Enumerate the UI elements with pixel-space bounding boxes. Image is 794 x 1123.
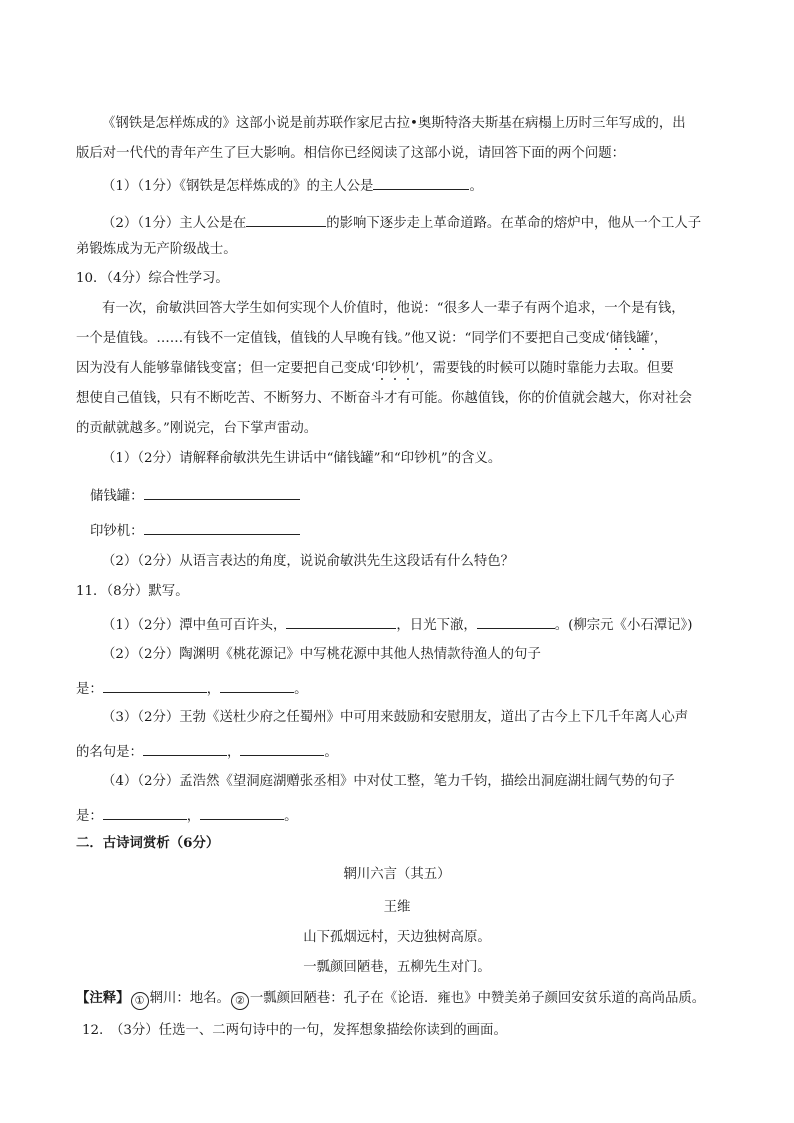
note-number-2-icon: ②: [231, 992, 249, 1010]
q10-p3-end: ’，需要钱的时候可以随时靠能力去取。但要: [415, 361, 674, 376]
q11-sub-question-2: （2）（2分）陶渊明《桃花源记》中写桃花源中其他人热情款待渔人的句子: [102, 647, 541, 662]
note-label: 【注释】: [76, 990, 130, 1006]
period: 。: [284, 809, 298, 824]
intro-question-1: [102, 175, 483, 196]
intro-question-2-text: （2）（1分）主人公是在: [102, 216, 247, 231]
q10-p2-end: ’，: [649, 331, 668, 346]
question-12: 12. （3分）任选一、二两句诗中的一句，发挥想象描绘你读到的画面。: [82, 1023, 507, 1038]
intro-question-2-cont: 的影响下逐步走上革命道路。在革命的熔炉中，他从一个工人子: [326, 216, 702, 231]
period: 。: [294, 682, 308, 697]
q10-p2-dotted: [609, 331, 649, 346]
q11-s1-mid: ，日光下澈，: [396, 618, 477, 633]
q10-paragraph-line-1: 有一次，俞敏洪回答大学生如何实现个人价值时，他说：“很多人一辈子有两个追求，一个是有钱，: [102, 301, 685, 316]
q11-sub-question-3: （3）（2分）王勃《送杜少府之任蜀州》中可用来鼓励和安慰朋友，道出了古今上下几千年离人心声: [102, 710, 689, 725]
answer-blank[interactable]: [143, 741, 227, 756]
q11-s3-prefix: 的名句是：: [76, 745, 143, 760]
answer-blank[interactable]: [240, 741, 324, 756]
intro-line-1: 《钢铁是怎样炼成的》这部小说是前苏联作家尼古拉•奥斯特洛夫斯基在病榻上历时三年写成的，出: [102, 116, 686, 131]
intro-question-1-end: 。: [469, 179, 483, 194]
q11-s1-end: 。(柳宗元《小石潭记》): [554, 618, 693, 633]
intro-question-2: [102, 212, 701, 233]
intro-question-2-line-2: 弟锻炼成为无产阶级战士。: [76, 242, 237, 257]
q10-label-2: 印钞机：: [90, 524, 144, 539]
poem-author: 王维: [383, 900, 411, 915]
q10-sub-question-1: （1）（2分）请解释俞敏洪先生讲话中“储钱罐”和“印钞机”的含义。: [102, 451, 502, 466]
poem-title: 辋川六言（其五）: [343, 867, 451, 882]
q10-p3-text: 因为没有人能够靠储钱变富；但一定要把自己变成‘: [76, 361, 375, 376]
q10-paragraph-line-2: [76, 330, 667, 348]
answer-blank[interactable]: [286, 614, 396, 629]
section-2-heading: 二．古诗词赏析（6分）: [76, 835, 220, 851]
answer-blank[interactable]: [144, 520, 300, 535]
answer-blank[interactable]: [103, 805, 187, 820]
q11-sub-question-4-answer: [76, 805, 298, 826]
comma: ，: [186, 809, 201, 824]
q10-sub-question-2: （2）（2分）从语言表达的角度，说说俞敏洪先生这段话有什么特色？: [102, 554, 515, 569]
poem-line-1: 山下孤烟远村，天边独树高原。: [303, 930, 491, 945]
q10-p2-text: 一个是值钱。……有钱不一定值钱，值钱的人早晚有钱。”他又说：“同学们不要把自己变成‘: [76, 331, 610, 346]
dotted-word: 储钱罐: [609, 331, 650, 346]
poem-line-2: 一瓢颜回陋巷，五柳先生对门。: [303, 960, 491, 975]
q11-sub-question-4: （4）（2分）孟浩然《望洞庭湖赠张丞相》中对仗工整，笔力千钧，描绘出洞庭湖壮阔气势的句子: [102, 774, 675, 789]
q11-s2-prefix: 是：: [76, 682, 103, 697]
period: 。: [324, 745, 338, 760]
q10-paragraph-line-3: [76, 360, 674, 378]
question-11-heading: 11．（8分）默写。: [76, 584, 189, 599]
answer-blank[interactable]: [103, 678, 207, 693]
note-2-text: 一瓢颜回陋巷：孔子在《论语．雍也》中赞美弟子颜回安贫乐道的高尚品质。: [249, 991, 706, 1006]
q11-sub-question-1: [102, 614, 692, 635]
q10-paragraph-line-5: 的贡献就越多。”刚说完，台下掌声雷动。: [76, 421, 318, 436]
q11-sub-question-2-answer: [76, 678, 308, 699]
answer-blank[interactable]: [220, 678, 294, 693]
answer-blank[interactable]: [373, 175, 469, 190]
answer-blank[interactable]: [477, 614, 555, 629]
answer-blank[interactable]: [144, 485, 300, 500]
q10-paragraph-line-4: 想使自己值钱，只有不断吃苦、不断努力、不断奋斗才有可能。你越值钱，你的价值就会越大，你对社会: [76, 391, 692, 406]
q10-answer-row-1: [90, 485, 300, 506]
intro-line-2: 版后对一代代的青年产生了巨大影响。相信你已经阅读了这部小说，请回答下面的两个问题：: [76, 146, 626, 161]
q11-s4-prefix: 是：: [76, 809, 103, 824]
answer-blank[interactable]: [200, 805, 284, 820]
q10-p3-dotted: [375, 361, 415, 376]
comma: ，: [226, 745, 241, 760]
q11-s1-text: （1）（2分）潭中鱼可百许头，: [102, 618, 287, 633]
q10-label-1: 储钱罐：: [90, 489, 144, 504]
note-1-text: 辋川：地名。: [149, 991, 230, 1006]
q11-sub-question-3-answer: [76, 741, 338, 762]
q10-answer-row-2: [90, 520, 300, 541]
answer-blank[interactable]: [246, 212, 326, 227]
poem-notes: [76, 989, 705, 1010]
dotted-word: 印钞机: [374, 361, 416, 376]
note-number-1-icon: ①: [131, 992, 149, 1010]
comma: ，: [206, 682, 221, 697]
question-10-heading: 10．（4分）综合性学习。: [76, 271, 229, 286]
intro-question-1-text: （1）（1分）《钢铁是怎样炼成的》的主人公是: [102, 179, 374, 194]
